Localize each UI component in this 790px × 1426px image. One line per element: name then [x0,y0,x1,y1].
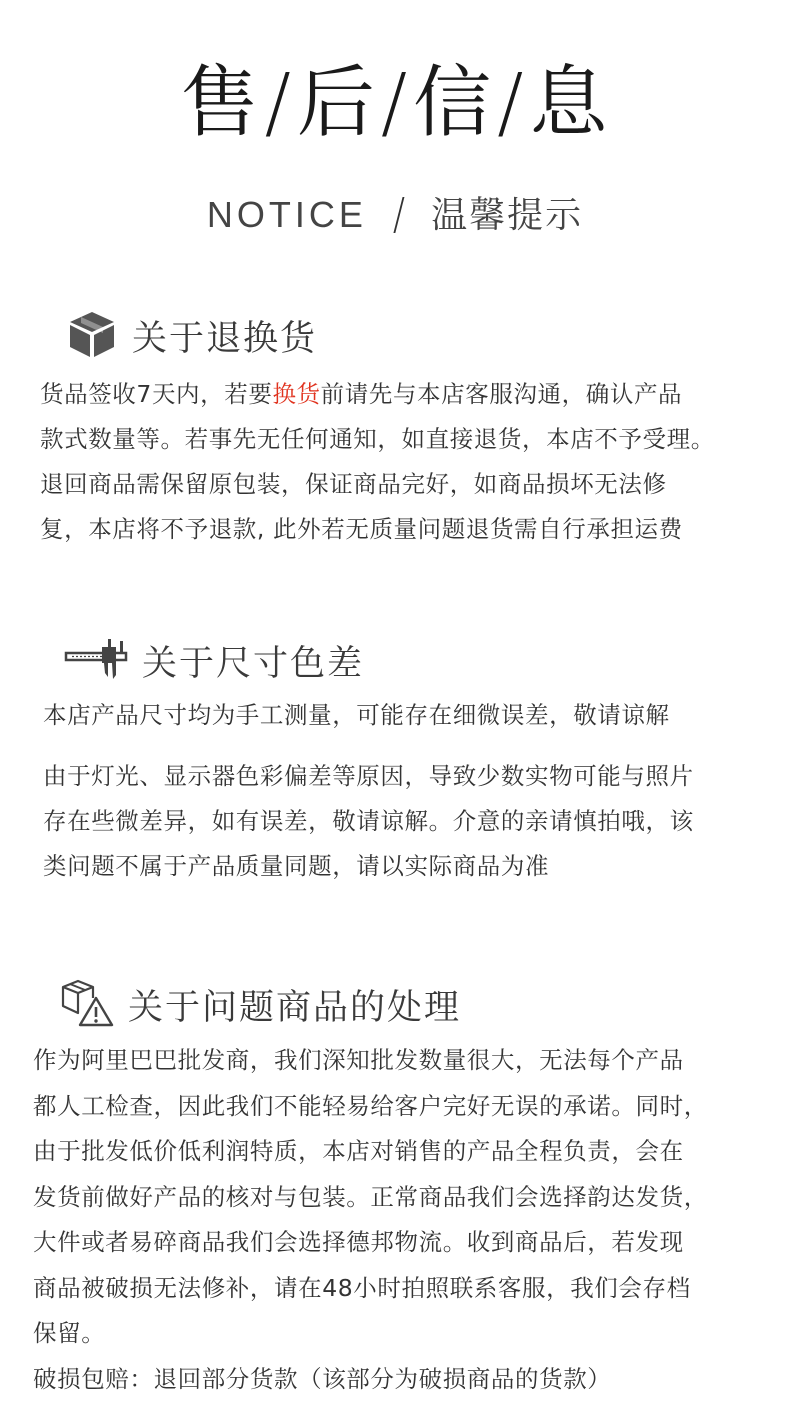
notice-en: NOTICE [206,194,367,235]
body-line: 类问题不属于产品质量同题，请以实际商品为准 [43,852,550,880]
section-heading: 关于问题商品的处理 [128,988,462,1028]
notice-subtitle [0,190,790,241]
notice-cn: 温馨提示 [431,195,584,236]
section-header [64,636,364,686]
section-header [60,978,461,1032]
section-body [43,695,670,735]
page-title [0,58,790,148]
body-line: 都人工检查，因此我们不能轻易给客户完好无误的承诺。同时， [33,1091,708,1120]
notice-slash: / [392,190,406,240]
body-line: 商品被破损无法修补，请在48小时拍照联系客服，我们会存档 [33,1273,691,1302]
body-line: 本店产品尺寸均为手工测量，可能存在细微误差，敬请谅解 [43,701,670,729]
title-char: 息 [529,58,610,148]
box-icon [66,308,118,364]
section-body [43,754,694,889]
caliper-icon [64,637,128,685]
section-heading: 关于退换货 [132,319,318,359]
title-char: 后 [296,58,377,148]
body-line: 作为阿里巴巴批发商，我们深知批发数量很大，无法每个产品 [33,1046,684,1074]
section-body [40,372,715,552]
body-line: 保留。 [33,1319,106,1347]
body-line: 复，本店将不予退款, 此外若无质量问题退货需自行承担运费 [40,515,683,543]
body-line: 破损包赔：退回部分货款（该部分为破损商品的货款） [33,1364,612,1393]
text-segment: 货品签收7天内，若要 [40,380,273,408]
body-line: 款式数量等。若事先无任何通知，如直接退货，本店不予受理。 [40,425,715,453]
box-warning-icon [60,978,114,1032]
body-line: 退回商品需保留原包装，保证商品完好，如商品损坏无法修 [40,470,667,498]
title-char: 信 [413,58,494,148]
title-separator: / [264,58,293,148]
body-line [40,372,715,417]
title-char: 售 [180,58,261,148]
body-line: 发货前做好产品的核对与包装。正常商品我们会选择韵达发货， [33,1182,708,1211]
body-line: 由于灯光、显示器色彩偏差等原因，导致少数实物可能与照片 [43,762,694,790]
body-line: 存在些微差异，如有误差，敬请谅解。介意的亲请慎拍哦，该 [43,807,694,835]
highlight-text: 换货 [272,380,321,408]
title-separator: / [380,58,410,148]
body-line: 由于批发低价低利润特质，本店对销售的产品全程负责，会在 [33,1137,684,1165]
text-segment: 前请先与本店客服沟通，确认产品 [320,380,683,408]
section-header [66,308,317,364]
section-heading: 关于尺寸色差 [142,644,365,684]
title-separator: / [497,58,526,148]
body-line: 大件或者易碎商品我们会选择德邦物流。收到商品后，若发现 [33,1228,684,1256]
section-body [33,1038,708,1402]
